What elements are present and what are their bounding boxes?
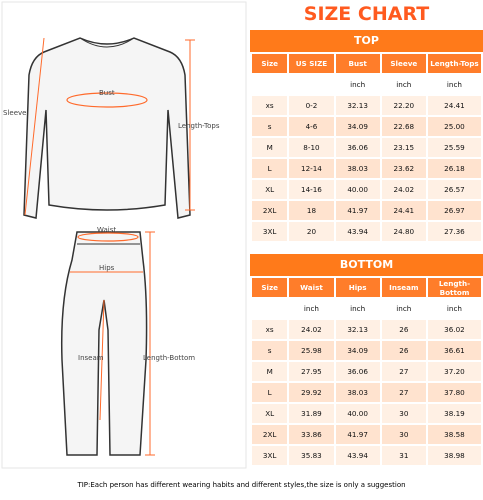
top-unit-row [252, 75, 481, 94]
unit-cell [252, 75, 287, 94]
top-column-header: Sleeve [382, 54, 426, 73]
table-cell: 40.00 [336, 404, 380, 423]
table-cell: 18 [289, 201, 333, 220]
hips-label: Hips [99, 264, 115, 272]
unit-cell [289, 75, 333, 94]
table-cell: 26.97 [428, 201, 481, 220]
table-cell: 34.09 [336, 341, 380, 360]
table-cell: 27.36 [428, 222, 481, 241]
table-cell: 36.06 [336, 138, 380, 157]
top-column-header: US SIZE [289, 54, 333, 73]
table-cell: 38.98 [428, 446, 481, 465]
bottom-unit-row [252, 299, 481, 318]
bottom-column-header: Size [252, 278, 287, 297]
table-row [252, 383, 481, 402]
table-cell: 20 [289, 222, 333, 241]
table-cell: 23.62 [382, 159, 426, 178]
table-cell: M [252, 362, 287, 381]
table-cell: 8-10 [289, 138, 333, 157]
table-cell: 22.68 [382, 117, 426, 136]
table-cell: M [252, 138, 287, 157]
table-cell: 31.89 [289, 404, 333, 423]
table-row [252, 96, 481, 115]
table-cell: 38.03 [336, 159, 380, 178]
sleeve-label: Sleeve [3, 109, 27, 117]
chart-title: SIZE CHART [303, 3, 430, 25]
table-row [252, 320, 481, 339]
table-row [252, 446, 481, 465]
table-cell: 32.13 [336, 320, 380, 339]
table-cell: 24.80 [382, 222, 426, 241]
unit-cell: inch [382, 75, 426, 94]
table-cell: L [252, 159, 287, 178]
unit-cell: inch [336, 299, 380, 318]
length-bottom-label: Length-Bottom [143, 354, 196, 362]
bottom-size-table [250, 276, 483, 467]
top-column-header: Size [252, 54, 287, 73]
table-row [252, 201, 481, 220]
bottom-column-header: Length-Bottom [428, 278, 481, 297]
table-cell: 38.58 [428, 425, 481, 444]
table-cell: xs [252, 96, 287, 115]
waist-label: Waist [97, 226, 117, 234]
table-cell: 2XL [252, 201, 287, 220]
table-cell: xs [252, 320, 287, 339]
table-cell: 26.18 [428, 159, 481, 178]
table-cell: 26.57 [428, 180, 481, 199]
table-cell: 25.59 [428, 138, 481, 157]
table-cell: 29.92 [289, 383, 333, 402]
top-garment-illustration [24, 38, 190, 218]
table-cell: s [252, 341, 287, 360]
table-cell: 31 [382, 446, 426, 465]
table-cell: 38.03 [336, 383, 380, 402]
table-row [252, 404, 481, 423]
table-cell: 2XL [252, 425, 287, 444]
table-cell: 41.97 [336, 425, 380, 444]
table-row [252, 138, 481, 157]
table-cell: 24.02 [382, 180, 426, 199]
table-row [252, 222, 481, 241]
table-row [252, 362, 481, 381]
table-cell: 0-2 [289, 96, 333, 115]
table-cell: 43.94 [336, 446, 380, 465]
top-section-header: TOP [250, 30, 483, 52]
table-cell: 25.98 [289, 341, 333, 360]
table-cell: 33.86 [289, 425, 333, 444]
table-cell: 25.00 [428, 117, 481, 136]
garment-diagram-panel [0, 0, 248, 470]
unit-cell [252, 299, 287, 318]
garment-diagram [0, 0, 248, 470]
table-cell: 38.19 [428, 404, 481, 423]
sizing-tip: TIP:Each person has different wearing habits and different styles,the size is only a suggestion [77, 481, 406, 489]
table-cell: 24.02 [289, 320, 333, 339]
table-cell: 32.13 [336, 96, 380, 115]
table-row [252, 180, 481, 199]
table-cell: 14-16 [289, 180, 333, 199]
table-cell: s [252, 117, 287, 136]
bust-label: Bust [99, 89, 115, 97]
table-cell: 41.97 [336, 201, 380, 220]
bottom-section-header: BOTTOM [250, 254, 483, 276]
table-cell: 26 [382, 341, 426, 360]
top-size-table [250, 52, 483, 243]
table-cell: L [252, 383, 287, 402]
bottom-column-header: Hips [336, 278, 380, 297]
table-cell: 43.94 [336, 222, 380, 241]
table-cell: 12-14 [289, 159, 333, 178]
table-cell: 36.02 [428, 320, 481, 339]
table-cell: 27 [382, 362, 426, 381]
length-tops-label: Length-Tops [178, 122, 220, 130]
unit-cell: inch [428, 299, 481, 318]
top-column-header: Length-Tops [428, 54, 481, 73]
table-row [252, 425, 481, 444]
table-cell: 24.41 [428, 96, 481, 115]
table-cell: 24.41 [382, 201, 426, 220]
table-cell: 40.00 [336, 180, 380, 199]
table-cell: 22.20 [382, 96, 426, 115]
unit-cell: inch [428, 75, 481, 94]
table-cell: 36.61 [428, 341, 481, 360]
table-cell: 34.09 [336, 117, 380, 136]
table-cell: 26 [382, 320, 426, 339]
inseam-label: Inseam [78, 354, 104, 362]
table-cell: 27 [382, 383, 426, 402]
table-row [252, 341, 481, 360]
table-cell: XL [252, 180, 287, 199]
table-row [252, 159, 481, 178]
table-cell: 37.20 [428, 362, 481, 381]
table-cell: 27.95 [289, 362, 333, 381]
table-cell: 35.83 [289, 446, 333, 465]
unit-cell: inch [336, 75, 380, 94]
unit-cell: inch [382, 299, 426, 318]
table-cell: 37.80 [428, 383, 481, 402]
bottom-column-header: Inseam [382, 278, 426, 297]
table-cell: 4-6 [289, 117, 333, 136]
table-row [252, 117, 481, 136]
bottom-column-header: Waist [289, 278, 333, 297]
table-cell: 3XL [252, 446, 287, 465]
unit-cell: inch [289, 299, 333, 318]
table-cell: 30 [382, 425, 426, 444]
table-cell: XL [252, 404, 287, 423]
table-cell: 36.06 [336, 362, 380, 381]
table-cell: 30 [382, 404, 426, 423]
table-cell: 23.15 [382, 138, 426, 157]
top-column-header: Bust [336, 54, 380, 73]
table-cell: 3XL [252, 222, 287, 241]
size-chart-panel [250, 0, 483, 470]
